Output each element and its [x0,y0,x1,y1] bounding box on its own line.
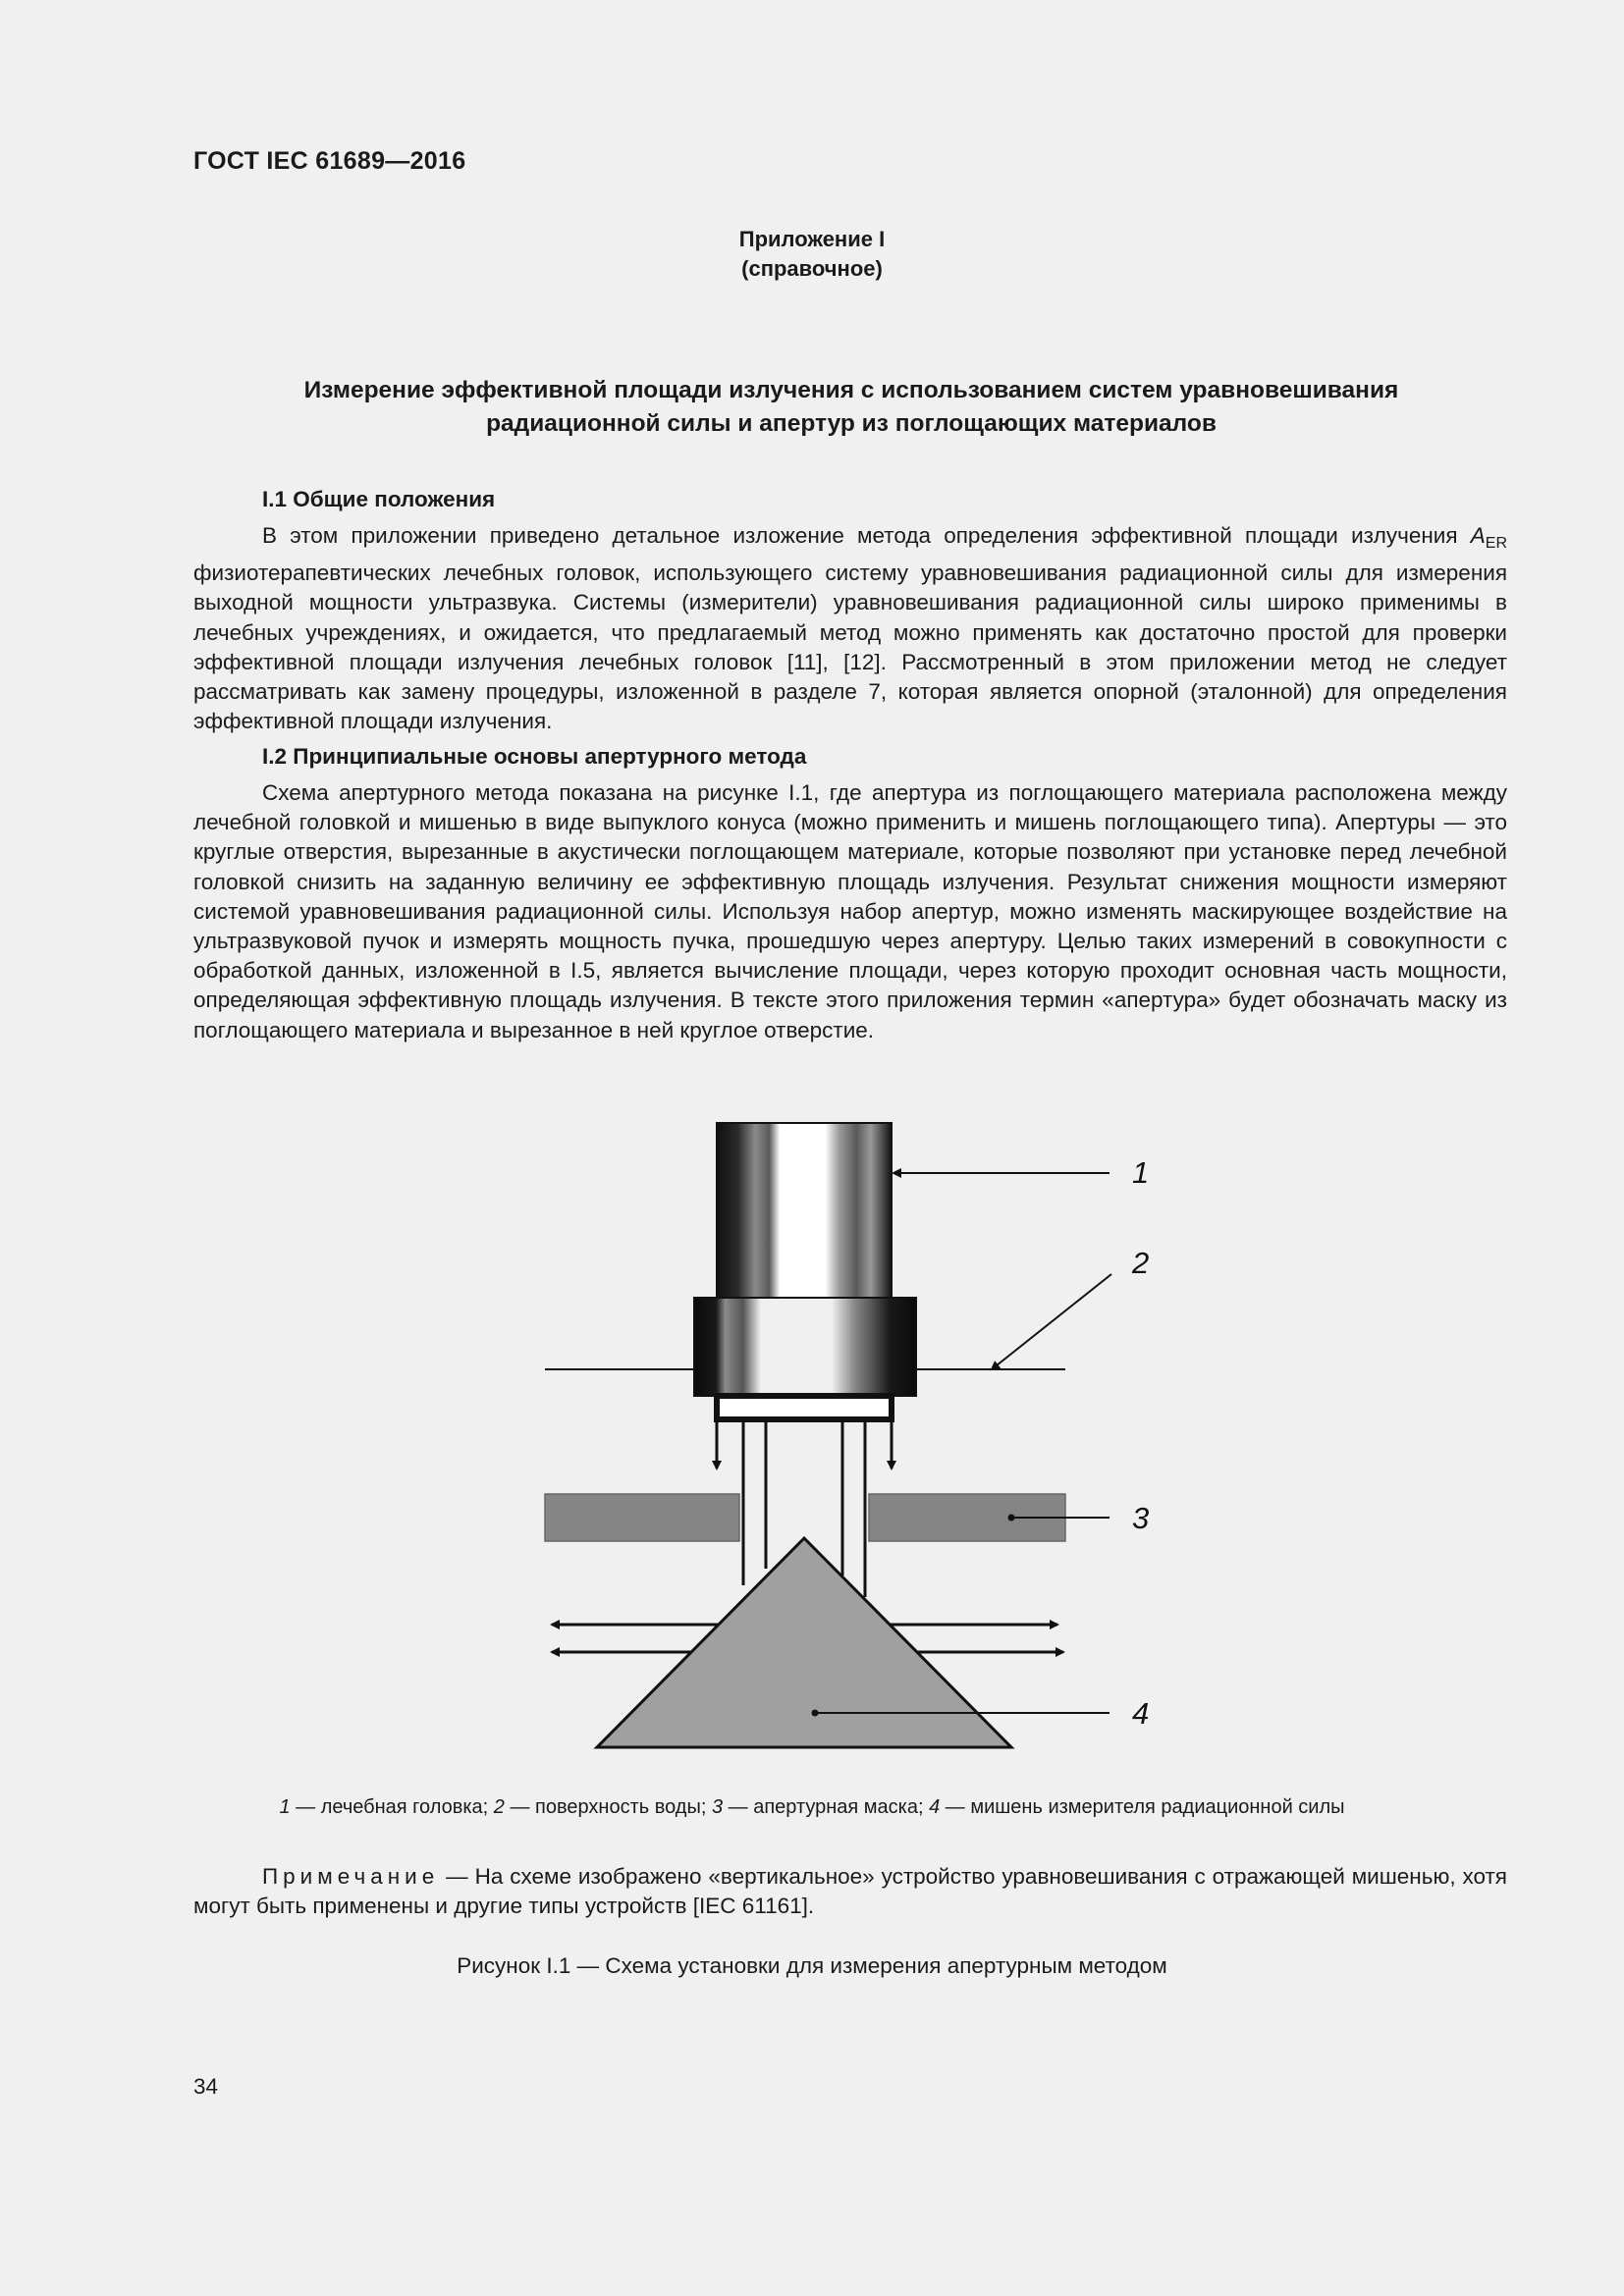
leader-dot-3 [1008,1515,1015,1522]
main-title-line-1: Измерение эффективной площади излучения с использованием систем уравновешивания [303,377,1399,403]
callout-label-3: 3 [1132,1501,1150,1535]
legend-text-2: — поверхность воды; [504,1796,712,1818]
symbol-subscript: ER [1485,535,1507,552]
section-heading-2: I.2 Принципиальные основы апертурного метода [262,744,807,769]
legend-num-4: 4 [929,1796,941,1818]
figure-diagram [530,1109,1218,1757]
appendix-title: Приложение I [738,227,886,251]
callout-label-1: 1 [1132,1155,1150,1190]
section-1-text-end: физиотерапевтических лечебных головок, использующего систему уравновешивания радиационной силы для измерения выходной мощности ультразвука. Системы (измерители) уравновешивания радиационной силы широко применимы в лечебных учреждениях, и ожидается, что предлагаемый метод можно применять как достаточно простой для проверки эффективной площади излучения лечебных головок [11], [12]. Рассмотренный в этом приложении метод не следует рассматривать как замену процедуры, изложенной в разделе 7, которая является опорной (эталонной) для определения эффективной площади излучения. [193,561,1507,734]
legend-text-4: — мишень измерителя радиационной силы [940,1796,1345,1818]
legend-text-1: — лечебная головка; [290,1796,494,1818]
callout-label-2: 2 [1132,1246,1150,1280]
section-2-paragraph: Схема апертурного метода показана на рисунке I.1, где апертура из поглощающего материала расположена между лечебной головкой и мишенью в виде выпуклого конуса (можно применить и мишень поглощающего типа). Апертуры — это круглые отверстия, вырезанные в акустически поглощающем материале, которые позволяют при установке перед лечебной головкой снизить на заданную величину ее эффективную площадь излучения. Результат снижения мощности измеряют системой уравновешивания радиационной силы. Используя набор апертур, можно изменять маскирующее воздействие на ультразвуковой пучок и измерять мощность пучка, прошедшую через апертуру. Целью таких измерений в совокупности с обработкой данных, изложенной в I.5, является вычисление площади, через которую проходит основная часть мощности, определяющая эффективную площадь излучения. В тексте этого приложения термин «апертура» будет обозначать маску из поглощающего материала и вырезанное в ней круглое отверстие. [193,780,1507,1042]
note-text: — На схеме изображено «вертикальное» устройство уравновешивания с отражающей мишенью, хотя могут быть применены и другие типы устройств [IEC 61161]. [193,1864,1507,1919]
figure-caption: Рисунок I.1 — Схема установки для измерения апертурным методом [457,1953,1167,1978]
legend-num-1: 1 [279,1796,291,1818]
legend-num-3: 3 [711,1796,724,1818]
document-code: ГОСТ IEC 61689—2016 [193,147,466,175]
figure-legend [0,1796,1624,1819]
symbol-a: A [1470,523,1486,548]
leader-dot-4 [812,1710,819,1717]
aperture-mask-left [545,1494,739,1541]
main-title-line-2: радиационной силы и апертур из поглощающих материалов [486,410,1217,437]
note-label: Примечание [262,1864,440,1889]
treatment-head-collar [694,1298,916,1396]
section-1-text-start: В этом приложении приведено детальное изложение метода определения эффективной площади излучения [262,523,1458,548]
target-cone [597,1538,1011,1747]
section-2-body [193,778,1507,1045]
leader-line-2 [992,1274,1111,1369]
appendix-type: (справочное) [741,256,883,281]
main-title [193,374,1509,441]
treatment-head-face [717,1396,892,1419]
appendix-heading [0,225,1624,284]
legend-text-3: — апертурная маска; [723,1796,930,1818]
section-1-body [193,521,1507,736]
legend-num-2: 2 [493,1796,505,1818]
figure-note [193,1862,1507,1921]
treatment-head-body [717,1123,892,1298]
section-1-paragraph [193,521,1507,736]
figure-aperture-setup [530,1109,1218,1757]
page-number: 34 [193,2074,219,2099]
section-heading-1: I.1 Общие положения [262,487,496,511]
callout-label-4: 4 [1132,1696,1150,1731]
